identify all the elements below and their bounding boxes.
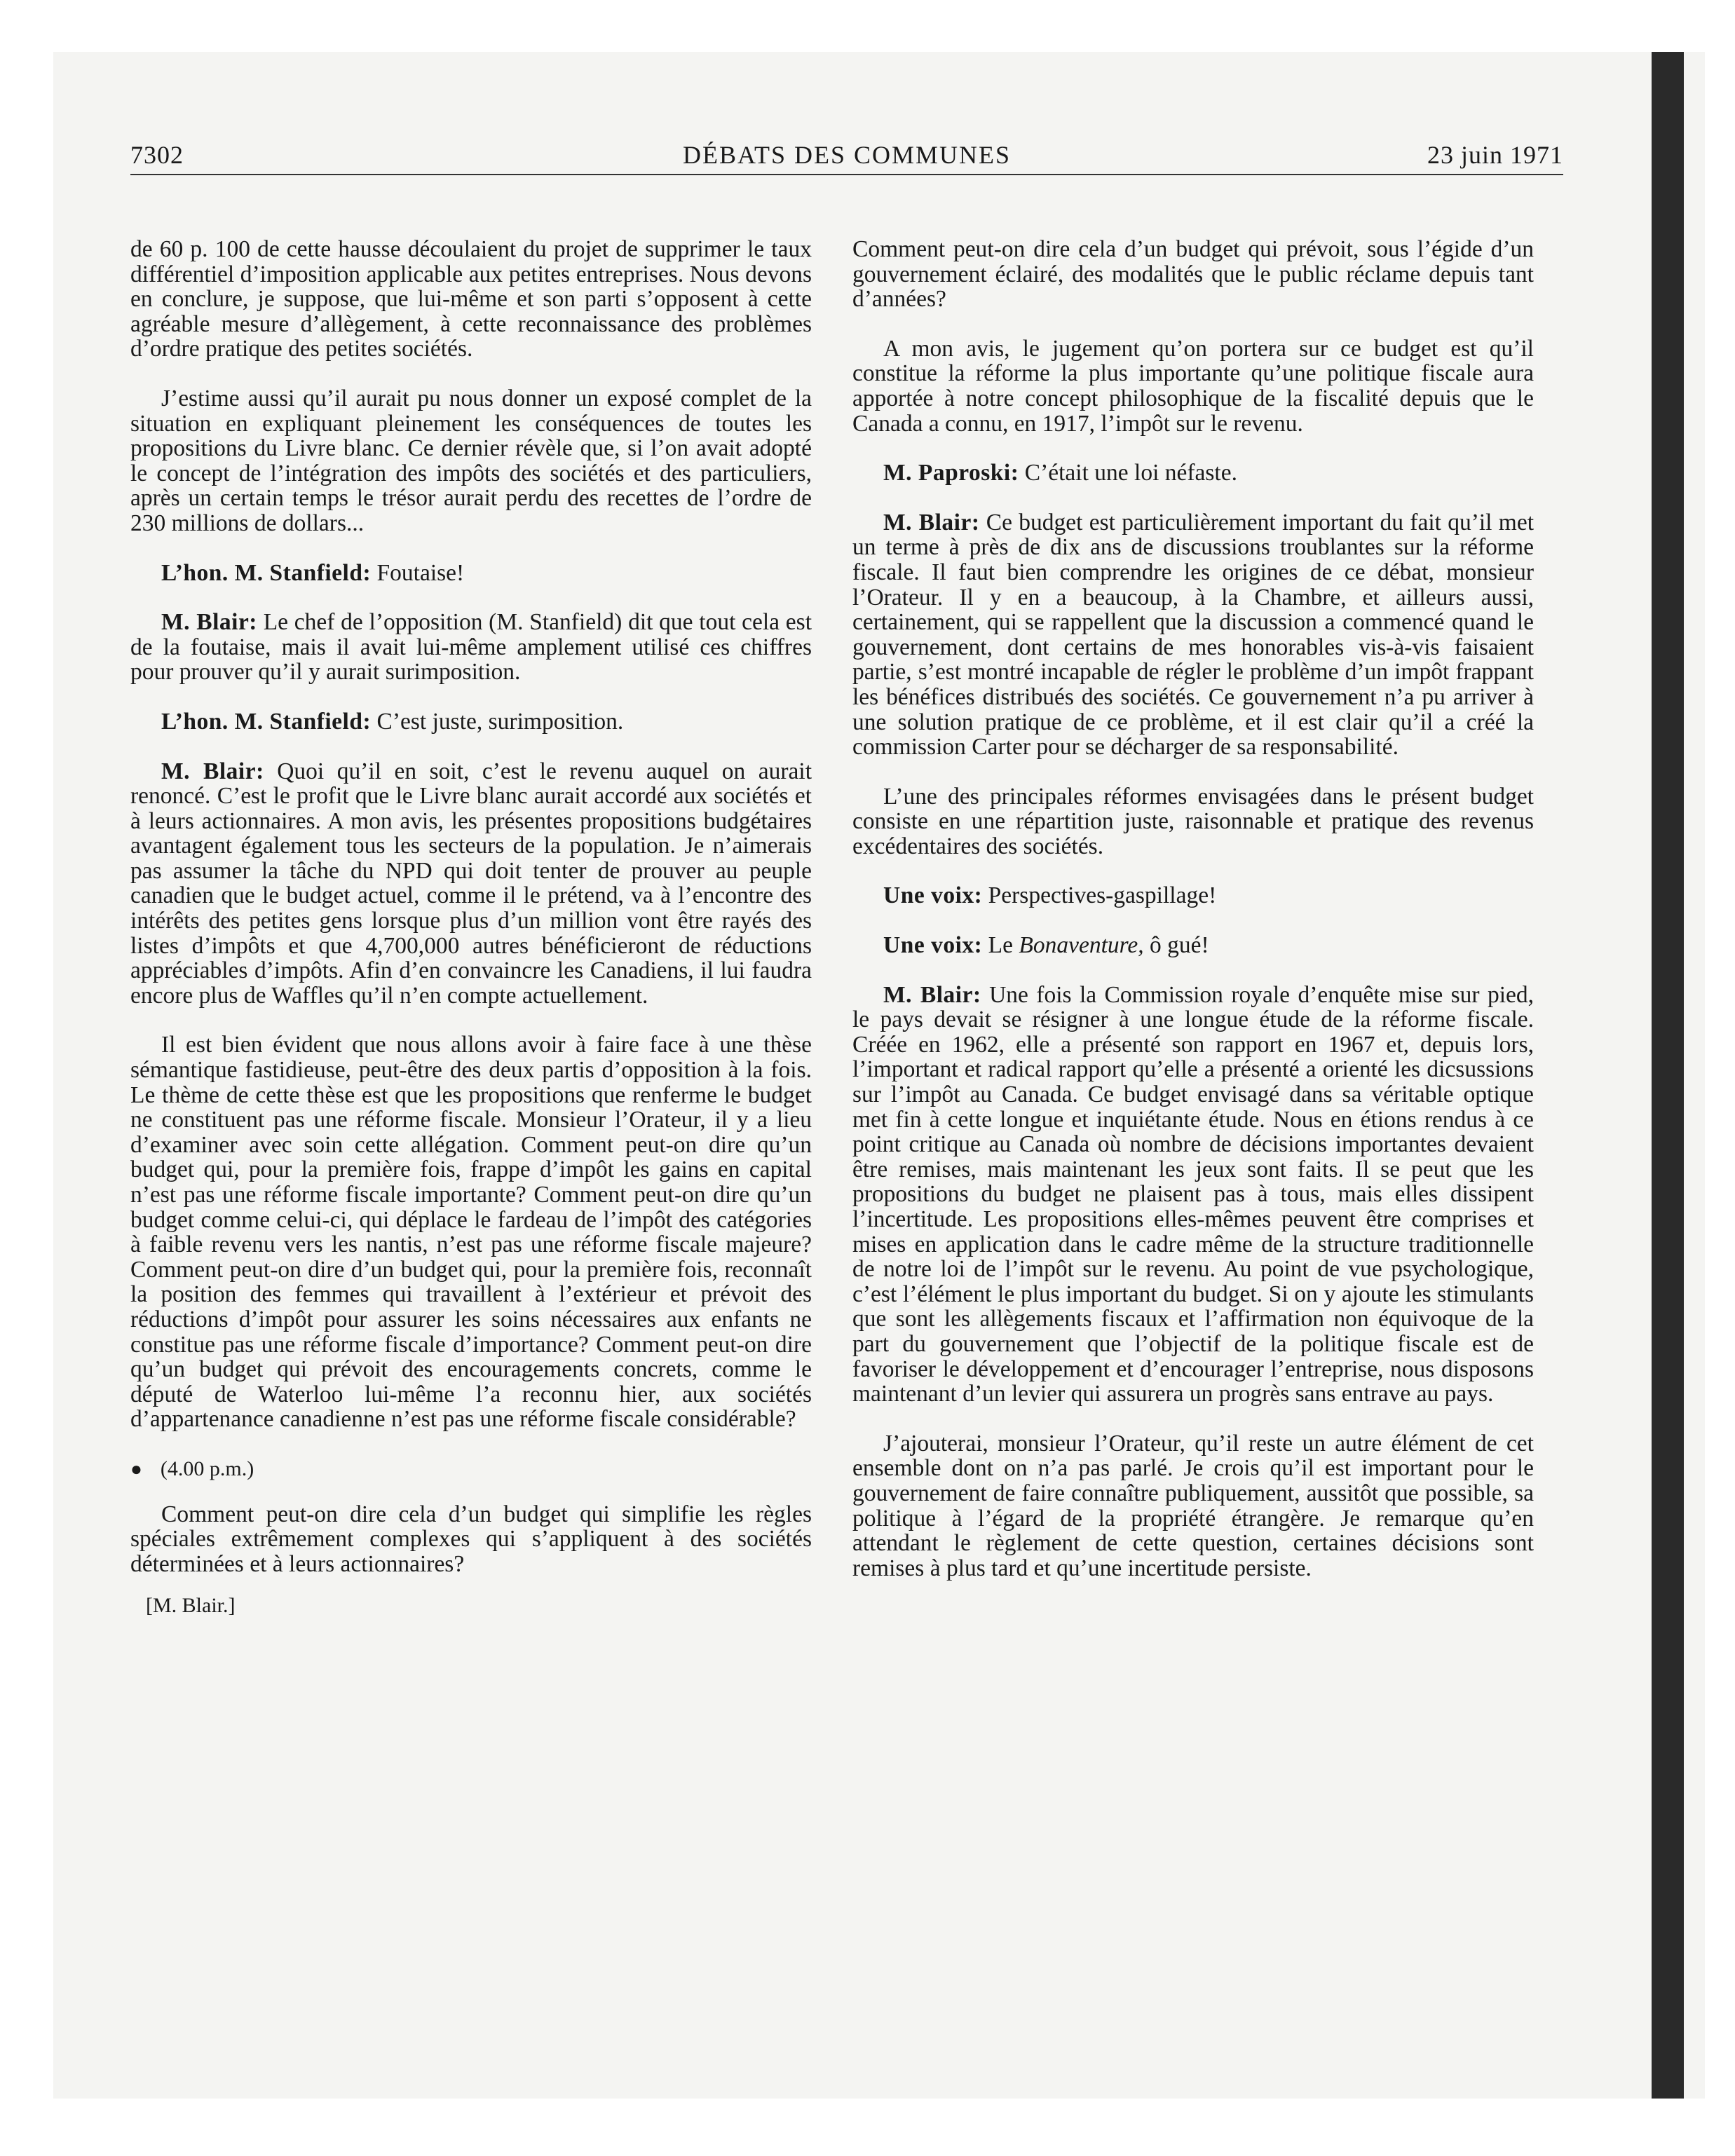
paragraph: J’estime aussi qu’il aurait pu nous donner un exposé complet de la situation en expliquant pleinement les conséquences de toutes les propositions du Livre blanc. Ce dernier révèle que, si l’on avait adopté le concept de l’intégration des impôts des sociétés et des particuliers, après un certain temps le trésor aurait perdu des recettes de l’ordre de 230 millions de dollars...	[130, 385, 812, 536]
time-text: (4.00 p.m.)	[160, 1456, 254, 1480]
speech-text: Une fois la Commission royale d’enquête mise sur pied, le pays devait se résigner à une longue étude de la réforme fiscale. Créée en 1962, elle a présenté son rapport en 1967 et, depuis lors, l’important et radical rapport qu’elle a présenté a orienté les dicsussions sur l’impôt au Canada. Ce budget envisagé dans sa véritable optique met fin à cette longue et inquiétante étude. Nous en étions rendus à ce point critique au Canada où nombre de décisions importantes devaient être remises, mais maintenant les jeux sont faits. Il se peut que les propositions du budget ne plaisent pas à tous, mais elles dissipent l’incertitude. Les propositions elles-mêmes peuvent être comprises et mises en application dans le cadre même de la structure traditionnelle de notre loi de l’impôt sur le revenu. Au point de vue psychologique, c’est l’élément le plus important du budget. Si on y ajoute les stimulants que sont les allègements fiscaux et l’affirmation non équivoque de la part du gouvernement que l’objectif de la politique fiscale est de favoriser le développement et d’encourager l’entreprise, nous disposons maintenant d’un levier qui assurera un progrès sans entrave au pays.	[852, 981, 1535, 1407]
speech-text: Perspectives-gaspillage!	[988, 882, 1217, 909]
speaker-name: M. Paproski:	[883, 460, 1019, 486]
publication-title: DÉBATS DES COMMUNES	[682, 141, 1012, 169]
time-marker	[130, 1456, 812, 1482]
header-rule	[130, 174, 1563, 175]
speaker-name: Une voix:	[883, 882, 983, 909]
speech	[130, 709, 812, 735]
speaker-name: Une voix:	[883, 932, 983, 959]
speaker-signature: [M. Blair.]	[146, 1594, 236, 1618]
speech	[130, 561, 812, 586]
paragraph: Comment peut-on dire cela d’un budget qui prévoit, sous l’égide d’un gouvernement éclairé, des modalités que le public réclame depuis tant d’années?	[852, 236, 1534, 313]
speech-text: C’était une loi néfaste.	[1024, 460, 1237, 486]
speaker-name: M. Blair:	[161, 609, 257, 636]
speech-text: Le	[988, 932, 1019, 959]
speech	[852, 460, 1534, 486]
page-header	[130, 140, 1563, 175]
speech	[130, 610, 812, 685]
bullet-icon: ●	[130, 1458, 142, 1480]
speech-text: ô gué!	[1143, 932, 1209, 959]
speech-text: Foutaise!	[376, 559, 465, 586]
speaker-name: M. Blair:	[161, 758, 264, 784]
paragraph: de 60 p. 100 de cette hausse découlaient du projet de supprimer le taux différentiel d’imposition applicable aux petites entreprises. Nous devons en conclure, je suppose, que lui-même et son parti s’opposent à cette agréable mesure d’allègement, à cette reconnaissance des problèmes d’ordre pratique des petites sociétés.	[130, 236, 812, 362]
speech-text: Quoi qu’il en soit, c’est le revenu auquel on aurait renoncé. C’est le profit que le Livre blanc aurait accordé aux sociétés et à leurs actionnaires. A mon avis, les présentes propositions budgétaires avantagent également tous les secteurs de la population. Je n’aimerais pas assumer la tâche du NPD qui doit tenter de prouver au peuple canadien que le budget actuel, comme il le prétend, va à l’encontre des intérêts des petites gens lorsque plus d’un million vont être rayés des listes d’impôts et que 4,700,000 autres bénéficieront de réductions appréciables d’impôts. Afin d’en convaincre les Canadiens, il lui faudra encore plus de Waffles qu’il n’en compte actuellement.	[130, 758, 812, 1009]
left-column	[130, 237, 812, 1618]
right-column	[852, 237, 1534, 1605]
speech-text: Ce budget est particulièrement important du fait qu’il met un terme à près de dix ans de discussions troublantes sur la réforme fiscale. Il faut bien comprendre les origines de ce débat, monsieur l’Orateur. Il y en a beaucoup, à la Chambre, et ailleurs aussi, certainement, qui se rappellent que la discussion a commencé quand le gouvernement, dont certains de mes honorables vis-à-vis faisaient partie, s’est montré incapable de régler le problème d’un impôt frappant les bénéfices distribués des sociétés. Ce gouvernement n’a pu arriver à une solution pratique de ce problème, et il est clair qu’il a créé la commission Carter pour se décharger de sa responsabilité.	[852, 509, 1534, 760]
paragraph: J’ajouterai, monsieur l’Orateur, qu’il reste un autre élément de cet ensemble dont on n’a pas parlé. Je crois qu’il est important pour le gouvernement de faire connaître publiquement, aussitôt que possible, sa politique à l’égard de la propriété étrangère. Je remarque qu’en attendant le règlement de cette question, certaines décisions sont remises à plus tard et qu’une incertitude persiste.	[852, 1430, 1534, 1581]
page-binding-edge	[1652, 52, 1684, 2099]
speech	[130, 759, 812, 1009]
speech	[852, 510, 1534, 760]
page-number: 7302	[130, 141, 184, 169]
paragraph: Comment peut-on dire cela d’un budget qui simplifie les règles spéciales extrêmement complexes qui s’appliquent à des sociétés déterminées et à leurs actionnaires?	[130, 1501, 812, 1577]
speech-text: C’est juste, surimposition.	[376, 708, 624, 735]
paragraph: L’une des principales réformes envisagées dans le présent budget consiste en une répartition juste, raisonnable et pratique des revenus excédentaires des sociétés.	[852, 783, 1534, 859]
paragraph: Il est bien évident que nous allons avoir à faire face à une thèse sémantique fastidieuse, peut-être des deux partis d’opposition à la fois. Le thème de cette thèse est que les propositions que renferme le budget ne constituent pas une réforme fiscale. Monsieur l’Orateur, il y a lieu d’examiner avec soin cette allégation. Comment peut-on dire qu’un budget qui, pour la première fois, frappe d’impôt les gains en capital n’est pas une réforme fiscale importante? Comment peut-on dire qu’un budget comme celui-ci, qui déplace le fardeau de l’impôt des catégories à faible revenu vers les nantis, n’est pas une réforme fiscale majeure? Comment peut-on dire d’un budget qui, pour la première fois, reconnaît la position des femmes qui travaillent à l’extérieur et prévoit des réductions d’impôt pour assurer les soins nécessaires aux enfants ne constitue pas une réforme fiscale d’importance? Comment peut-on dire qu’un budget qui prévoit des encouragements concrets, comme le député de Waterloo lui-même l’a reconnu hier, aux sociétés d’appartenance canadienne n’est pas une réforme fiscale considérable?	[130, 1032, 812, 1433]
ship-name: Bonaventure,	[1019, 932, 1144, 959]
speaker-name: M. Blair:	[883, 981, 981, 1008]
publication-date: 23 juin 1971	[1427, 141, 1563, 169]
speaker-name: M. Blair:	[883, 509, 980, 535]
speech	[852, 933, 1534, 958]
speaker-name: L’hon. M. Stanfield:	[161, 708, 372, 735]
paragraph: A mon avis, le jugement qu’on portera sur ce budget est qu’il constitue la réforme la plus importante qu’une politique fiscale aura apportée à notre concept philosophique de la fiscalité depuis que le Canada a connu, en 1917, l’impôt sur le revenu.	[852, 335, 1534, 437]
speech-text: Le chef de l’opposition (M. Stanfield) dit que tout cela est de la foutaise, mais il avait lui-même amplement utilisé ces chiffres pour prouver qu’il y aurait surimposition.	[130, 609, 812, 685]
speech	[852, 883, 1534, 908]
speech	[852, 983, 1534, 1407]
speaker-name: L’hon. M. Stanfield:	[161, 559, 372, 586]
